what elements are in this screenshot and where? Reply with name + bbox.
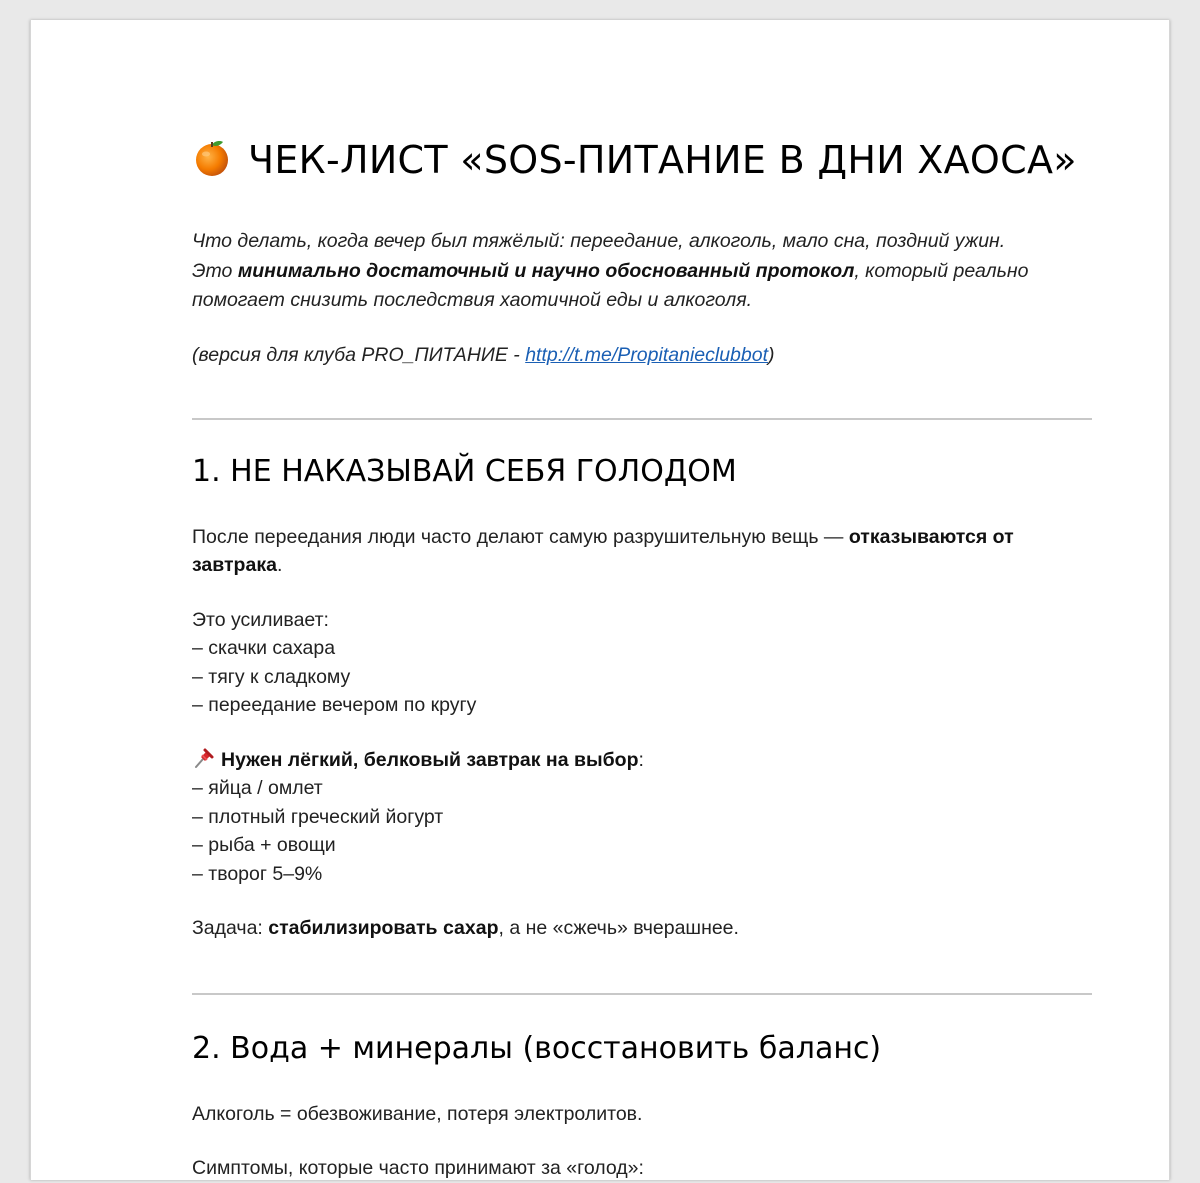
orange-emoji-icon (192, 137, 232, 177)
version-note (192, 341, 1092, 370)
section-1-intro (192, 523, 1092, 580)
section-1-heading: 1. НЕ НАКАЗЫВАЙ СЕБЯ ГОЛОДОМ (192, 453, 737, 489)
intro-line-2 (192, 257, 1092, 287)
list-item: – тягу к сладкому (192, 665, 351, 688)
task-pre: Задача: (192, 917, 269, 939)
intro-paragraph (192, 227, 1092, 316)
list-item: – скачки сахара (192, 637, 336, 659)
section-2-p1: Алкоголь = обезвоживание, потеря электролитов. (192, 1102, 643, 1125)
s1-p1-pre: После переедания люди часто делают самую разрушительную вещь — (192, 525, 849, 548)
breakfast-label (192, 746, 1092, 775)
intro-line-3: помогает снизить последствия хаотичной еды и алкоголя. (192, 289, 753, 311)
document-page (30, 20, 1170, 1180)
document-title: ЧЕК-ЛИСТ «SOS-ПИТАНИЕ В ДНИ ХАОСА» (248, 138, 1077, 182)
version-pre: (версия для клуба PRO_ПИТАНИЕ - (192, 343, 526, 366)
breakfast-colon: : (638, 748, 644, 771)
section-2-heading: 2. Вода + минералы (восстановить баланс) (192, 1030, 882, 1066)
list-item: – плотный греческий йогурт (192, 805, 444, 828)
list-item: – переедание вечером по кругу (192, 694, 477, 716)
section-separator (192, 993, 1092, 995)
amplifies-label: Это усиливает: (192, 608, 329, 631)
intro-line-1: Что делать, когда вечер был тяжёлый: переедание, алкоголь, мало сна, поздний ужин. (192, 230, 1006, 252)
list-item: – творог 5–9% (192, 862, 323, 885)
s1-p1-post: . (276, 554, 283, 576)
club-bot-link[interactable]: http://t.me/Propitanieclubbot (525, 343, 768, 366)
breakfast-block (192, 746, 1092, 889)
task-line (192, 914, 1092, 943)
intro-line-2-post: , который реально (854, 259, 1029, 282)
amplifies-block (192, 606, 1092, 720)
document-content (192, 130, 1092, 1183)
task-bold: стабилизировать сахар (268, 917, 499, 939)
section-separator (192, 418, 1092, 420)
intro-bold-phrase: минимально достаточный и научно обоснованный протокол (237, 259, 855, 282)
task-post: , а не «сжечь» вчерашнее. (498, 917, 739, 939)
intro-line-2-pre: Это (192, 259, 238, 282)
section-2-p2: Симптомы, которые часто принимают за «голод»: (192, 1157, 644, 1179)
s1-p1-bold: отказываются от завтрака (192, 525, 1014, 576)
list-item: – рыба + овощи (192, 834, 336, 856)
pushpin-emoji-icon (192, 746, 216, 770)
title-row (192, 130, 1092, 190)
breakfast-bold: Нужен лёгкий, белковый завтрак на выбор (221, 748, 639, 771)
version-post: ) (768, 343, 775, 366)
list-item: – яйца / омлет (192, 777, 323, 799)
